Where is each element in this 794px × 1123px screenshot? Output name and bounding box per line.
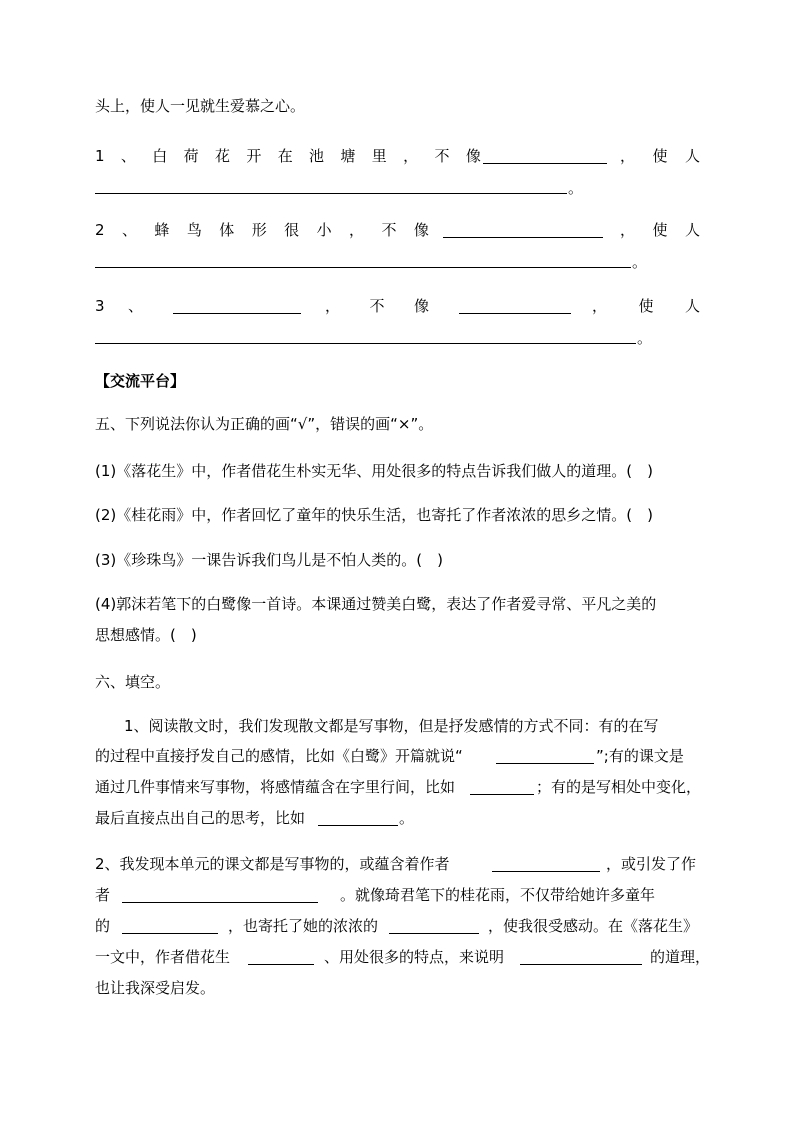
item2-char: 形: [251, 221, 267, 239]
blank-line[interactable]: [389, 933, 479, 934]
intro-line: 头上，使人一见就生爱慕之心。: [95, 97, 306, 115]
end-mark: 。: [637, 329, 653, 347]
blank-line[interactable]: [496, 763, 594, 764]
item2-char: 、: [121, 221, 137, 239]
q6-p1-text: 通过几件事情来写事物，将感情蕴含在字里行间，比如: [95, 778, 456, 796]
q6-p2-text: 也让我深受启发。: [95, 979, 216, 997]
blank-line[interactable]: [483, 163, 607, 164]
item1-char: 开: [246, 147, 262, 165]
item1-char: ，: [620, 147, 636, 165]
item2-char: 像: [413, 221, 429, 239]
item2-char: ，: [620, 221, 636, 239]
q6-p2-text: 的道理，: [650, 948, 711, 966]
q6-p1-text: 。: [399, 809, 415, 827]
item2-char: 蜂: [154, 221, 170, 239]
blank-line[interactable]: [443, 237, 603, 238]
item1-char: 在: [277, 147, 293, 165]
q6-p1-text: ；有的是写相处中变化，: [536, 778, 702, 796]
item2-char: 人: [684, 221, 700, 239]
q6-p2-text: 。就像琦君笔下的桂花雨，不仅带给她许多童年: [340, 886, 656, 904]
item3-char: ，: [592, 297, 608, 315]
item3-char: 使: [638, 297, 654, 315]
blank-line[interactable]: [318, 825, 398, 826]
item1-char: 塘: [340, 147, 356, 165]
item1-char: 人: [684, 147, 700, 165]
blank-line[interactable]: [173, 313, 301, 314]
item1-char: 使: [652, 147, 668, 165]
q5-item-4-cont: 思想感情。( ): [95, 626, 197, 644]
item1-char: 花: [214, 147, 230, 165]
q6-p1-text: 1、阅读散文时，我们发现散文都是写事物，但是抒发感情的方式不同：有的在写: [124, 717, 659, 735]
item3-char: 人: [684, 297, 700, 315]
item2-char: 鸟: [186, 221, 202, 239]
blank-line[interactable]: [248, 964, 314, 965]
blank-line[interactable]: [122, 902, 318, 903]
blank-line[interactable]: [95, 193, 567, 194]
section-title: 【交流平台】: [95, 372, 186, 390]
blank-line[interactable]: [122, 933, 218, 934]
item3-char: 3: [95, 297, 105, 315]
item3-char: ，: [325, 297, 341, 315]
item1-char: 荷: [183, 147, 199, 165]
item2-char: 很: [284, 221, 300, 239]
q5-item-2: (2)《桂花雨》中，作者回忆了童年的快乐生活，也寄托了作者浓浓的思乡之情。( ): [95, 506, 653, 524]
q6-p1-text: 最后直接点出自己的思考，比如: [95, 809, 306, 827]
q5-item-1: (1)《落花生》中，作者借花生朴实无华、用处很多的特点告诉我们做人的道理。( ): [95, 462, 653, 480]
end-mark: 。: [632, 253, 648, 271]
item2-char: 2: [95, 221, 105, 239]
blank-line[interactable]: [520, 964, 642, 965]
item3-char: 、: [127, 297, 143, 315]
item2-char: 使: [652, 221, 668, 239]
item1-char: 1: [95, 147, 105, 165]
q6-p1-text: 的过程中直接抒发自己的感情，比如《白鹭》开篇就说“: [95, 747, 463, 765]
item1-char: 不: [434, 147, 450, 165]
q6-p2-text: ，也寄托了她的浓浓的: [228, 917, 379, 935]
q6-p2-text: ，使我很受感动。在《落花生》: [488, 917, 699, 935]
q6-title: 六、填空。: [95, 673, 171, 691]
item3-char: 不: [369, 297, 385, 315]
item3-char: 像: [413, 297, 429, 315]
q6-p2-text: ，或引发了作: [606, 855, 697, 873]
q5-title: 五、下列说法你认为正确的画“√”，错误的画“×”。: [95, 415, 434, 433]
item2-char: 不: [381, 221, 397, 239]
q6-p2-text: 的: [95, 917, 111, 935]
blank-line[interactable]: [95, 267, 631, 268]
item2-char: ，: [349, 221, 365, 239]
blank-line[interactable]: [492, 871, 600, 872]
blank-line[interactable]: [459, 313, 571, 314]
item1-char: 像: [465, 147, 481, 165]
q6-p1-text: ”;有的课文是: [596, 747, 684, 765]
q5-item-3: (3)《珍珠鸟》一课告诉我们鸟儿是不怕人类的。( ): [95, 551, 443, 569]
q6-p2-text: 2、我发现本单元的课文都是写事物的，或蕴含着作者: [95, 855, 450, 873]
end-mark: 。: [568, 179, 584, 197]
item2-char: 小: [316, 221, 332, 239]
q6-p2-text: 、用处很多的特点，来说明: [324, 948, 505, 966]
item1-char: 池: [309, 147, 325, 165]
item1-char: ，: [403, 147, 419, 165]
blank-line[interactable]: [95, 343, 636, 344]
item2-char: 体: [219, 221, 235, 239]
q6-p2-text: 者: [95, 886, 111, 904]
q5-item-4: (4)郭沫若笔下的白鹭像一首诗。本课通过赞美白鹭，表达了作者爱寻常、平凡之美的: [95, 595, 657, 613]
item1-char: 里: [371, 147, 387, 165]
blank-line[interactable]: [470, 794, 534, 795]
item1-char: 、: [120, 147, 136, 165]
q6-p2-text: 一文中，作者借花生: [95, 948, 231, 966]
item1-char: 白: [152, 147, 168, 165]
